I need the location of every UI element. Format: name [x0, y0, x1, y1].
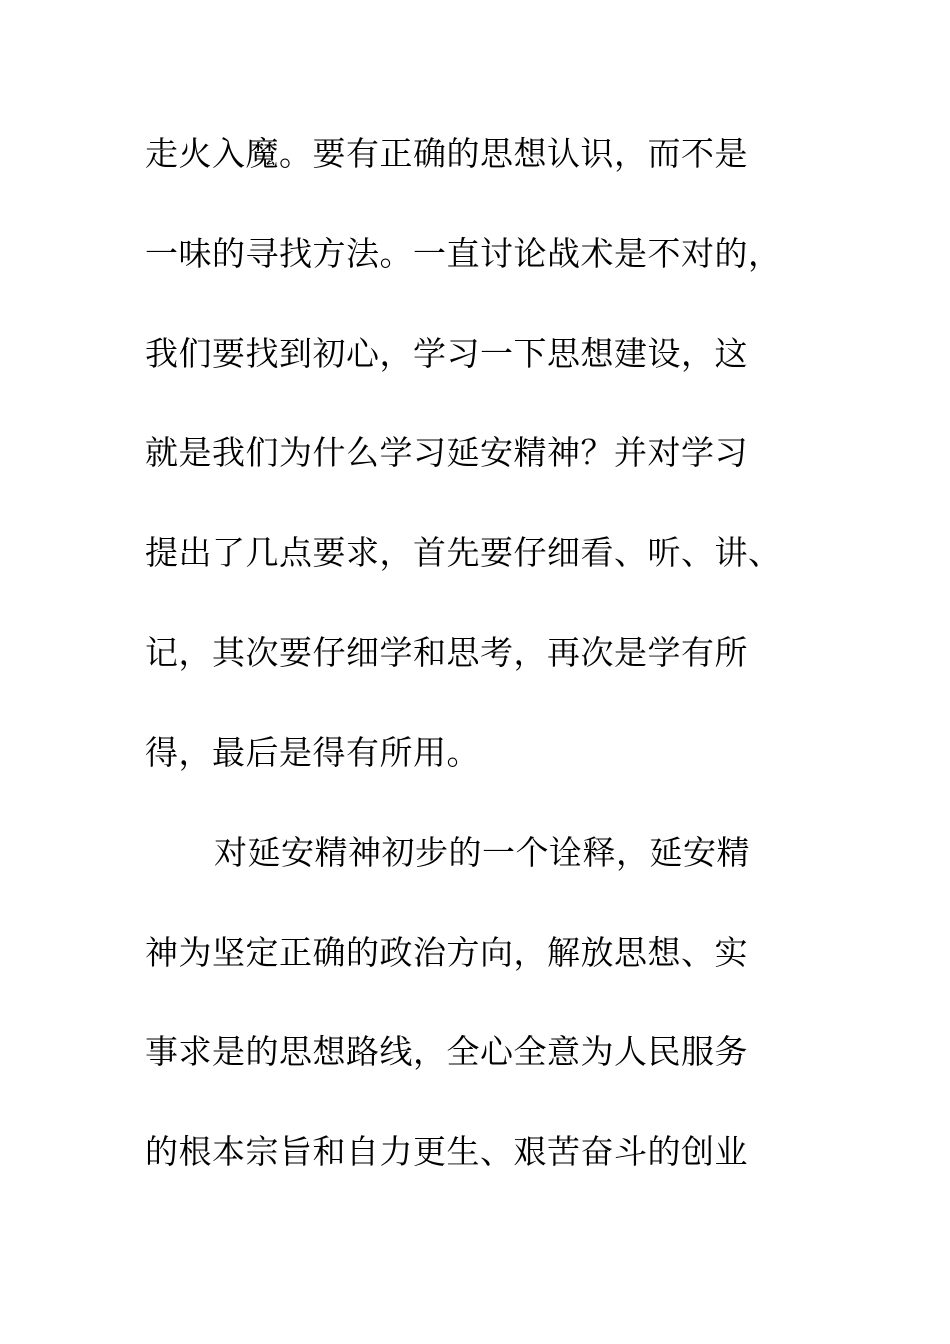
paragraph-first-line: 对延安精神初步的一个诠释，延安精	[214, 833, 750, 872]
text-line: 记，其次要仔细学和思考，再次是学有所	[145, 633, 748, 672]
text-line: 就是我们为什么学习延安精神？并对学习	[145, 433, 748, 472]
text-line: 走火入魔。要有正确的思想认识，而不是	[145, 134, 748, 173]
text-line: 神为坚定正确的政治方向，解放思想、实	[145, 933, 748, 972]
text-line: 提出了几点要求，首先要仔细看、听、讲、	[145, 533, 782, 572]
text-line: 的根本宗旨和自力更生、艰苦奋斗的创业	[145, 1132, 748, 1171]
text-line: 事求是的思想路线，全心全意为人民服务	[145, 1032, 748, 1071]
text-line: 一味的寻找方法。一直讨论战术是不对的，	[145, 234, 782, 273]
text-line: 得，最后是得有所用。	[145, 733, 480, 772]
text-line: 我们要找到初心，学习一下思想建设，这	[145, 334, 748, 373]
